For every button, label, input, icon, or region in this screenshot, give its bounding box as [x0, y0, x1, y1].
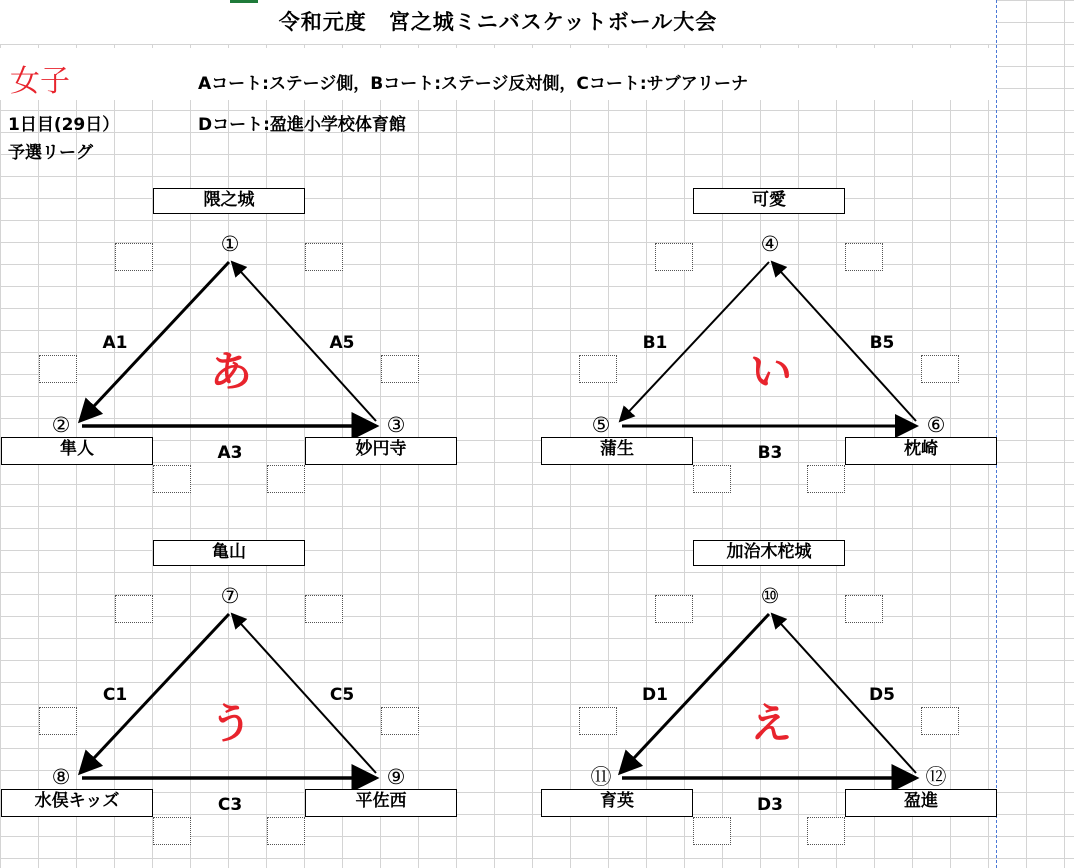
team-box-left: 隼人: [1, 437, 153, 465]
score-box: [381, 707, 419, 735]
team-number-top: ⑦: [220, 584, 240, 608]
team-number-left: ②: [51, 413, 71, 437]
score-box: [693, 817, 731, 845]
score-box: [153, 465, 191, 493]
score-box: [267, 817, 305, 845]
score-box: [807, 465, 845, 493]
team-number-left: ⑧: [51, 765, 71, 789]
team-number-right: ③: [386, 413, 406, 437]
score-box: [579, 355, 617, 383]
match-label-bottom: D3: [757, 795, 783, 815]
score-box: [655, 595, 693, 623]
score-box: [921, 355, 959, 383]
score-box: [845, 595, 883, 623]
team-number-right: ⑨: [386, 765, 406, 789]
group-venue-box: 可愛: [693, 188, 845, 214]
score-box: [655, 243, 693, 271]
score-box: [115, 595, 153, 623]
group-label: あ: [209, 347, 252, 396]
team-number-top: ④: [760, 232, 780, 256]
day-label: 1日目(29日）: [8, 115, 120, 135]
match-label-left: D1: [642, 685, 668, 705]
score-box: [39, 707, 77, 735]
match-label-left: B1: [642, 333, 668, 353]
match-label-bottom: A3: [217, 443, 243, 463]
team-box-right: 盈進: [845, 789, 997, 817]
team-box-right: 枕崎: [845, 437, 997, 465]
match-label-left: C1: [102, 685, 128, 705]
group-label: え: [749, 699, 792, 748]
score-box: [39, 355, 77, 383]
team-number-right: ⑥: [926, 413, 946, 437]
match-label-right: A5: [329, 333, 355, 353]
score-box: [845, 243, 883, 271]
score-box: [115, 243, 153, 271]
score-box: [381, 355, 419, 383]
group-venue-box: 亀山: [153, 540, 305, 566]
score-box: [807, 817, 845, 845]
score-box: [579, 707, 617, 735]
match-label-right: D5: [869, 685, 895, 705]
page-title: 令和元度 宮之城ミニバスケットボール大会: [278, 10, 718, 34]
score-box: [921, 707, 959, 735]
court-info-line2: Dコート:盈進小学校体育館: [198, 115, 406, 135]
score-box: [267, 465, 305, 493]
team-box-right: 平佐西: [305, 789, 457, 817]
category-label: 女子: [10, 64, 70, 99]
team-number-left: ⑪: [590, 765, 612, 789]
stage-label: 予選リーグ: [8, 143, 93, 163]
match-label-bottom: B3: [757, 443, 783, 463]
team-number-top: ⑩: [760, 584, 780, 608]
score-box: [305, 243, 343, 271]
team-box-left: 蒲生: [541, 437, 693, 465]
score-box: [305, 595, 343, 623]
score-box: [153, 817, 191, 845]
group-venue-box: 隈之城: [153, 188, 305, 214]
team-number-top: ①: [220, 232, 240, 256]
team-box-left: 育英: [541, 789, 693, 817]
team-number-left: ⑤: [591, 413, 611, 437]
group-venue-box: 加治木柁城: [693, 540, 845, 566]
match-label-bottom: C3: [217, 795, 243, 815]
match-label-right: B5: [869, 333, 895, 353]
match-label-right: C5: [329, 685, 355, 705]
team-number-right: ⑫: [925, 765, 947, 789]
group-label: う: [209, 699, 252, 748]
team-box-left: 水俣キッズ: [1, 789, 153, 817]
team-box-right: 妙円寺: [305, 437, 457, 465]
match-label-left: A1: [102, 333, 128, 353]
court-info-line1: Aコート:ステージ側，Bコート:ステージ反対側，Cコート:サブアリーナ: [198, 74, 748, 94]
score-box: [693, 465, 731, 493]
group-label: い: [749, 347, 792, 396]
